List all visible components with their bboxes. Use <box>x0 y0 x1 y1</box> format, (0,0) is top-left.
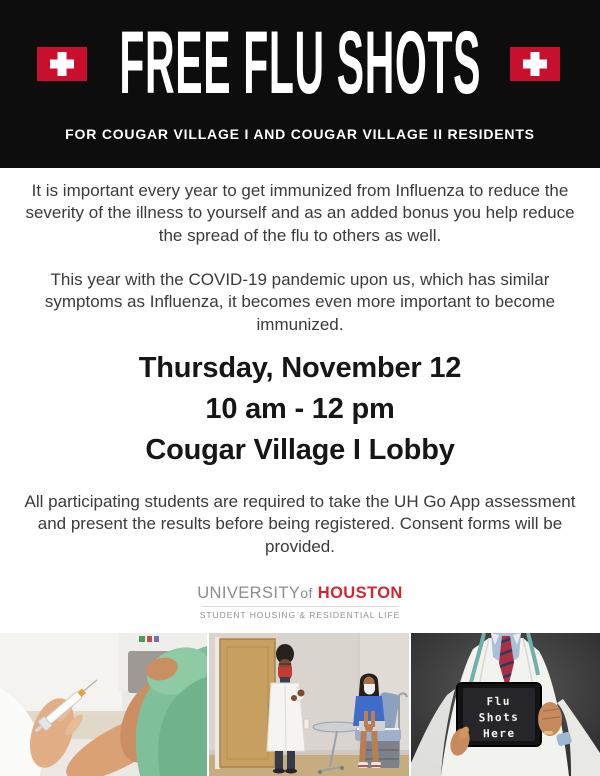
right-hand <box>538 702 562 736</box>
flyer-title: FREE FLU SHOTS <box>119 13 481 113</box>
event-date: Thursday, November 12 <box>138 352 462 384</box>
sign-line-2: Shots <box>478 710 520 725</box>
photo-doctor-sign <box>411 633 600 776</box>
intro-paragraph: It is important every year to get immunized from Influenza to reduce the severity of the illness to yourself and as an added bonus you help reduce the spread of the flu to others as well. <box>25 181 575 245</box>
ring <box>544 731 553 735</box>
face-mask <box>364 684 375 695</box>
sign-line-1: Flu <box>486 694 512 709</box>
logo-divider <box>201 606 399 607</box>
wall-outlet <box>304 719 309 729</box>
logo-houston: HOUSTON <box>317 584 403 602</box>
uh-logo <box>0 584 600 620</box>
header-banner <box>0 0 600 168</box>
photo-strip <box>0 633 600 776</box>
logo-of: of <box>300 585 313 601</box>
flyer-subtitle: FOR COUGAR VILLAGE I AND COUGAR VILLAGE II RESIDENTS <box>65 126 535 142</box>
flu-sign <box>457 683 541 746</box>
requirements-paragraph: All participating students are required to take the UH Go App assessment and present the results before being registered. Consent forms will be provided. <box>24 492 576 556</box>
event-time: 10 am - 12 pm <box>205 393 395 425</box>
event-details <box>0 348 600 471</box>
logo-university: UNIVERSITY <box>197 584 301 602</box>
logo-wordmark <box>0 584 600 603</box>
logo-department: STUDENT HOUSING & RESIDENTIAL LIFE <box>199 609 401 620</box>
covid-paragraph: This year with the COVID-19 pandemic upon us, which has similar symptoms as Influenza, it becomes even more important to become immunized. <box>44 270 556 334</box>
title-container <box>0 13 600 113</box>
photo-injection <box>0 633 207 776</box>
sign-line-3: Here <box>482 726 516 741</box>
photo-exam-room <box>209 633 409 776</box>
event-location: Cougar Village I Lobby <box>145 434 455 466</box>
